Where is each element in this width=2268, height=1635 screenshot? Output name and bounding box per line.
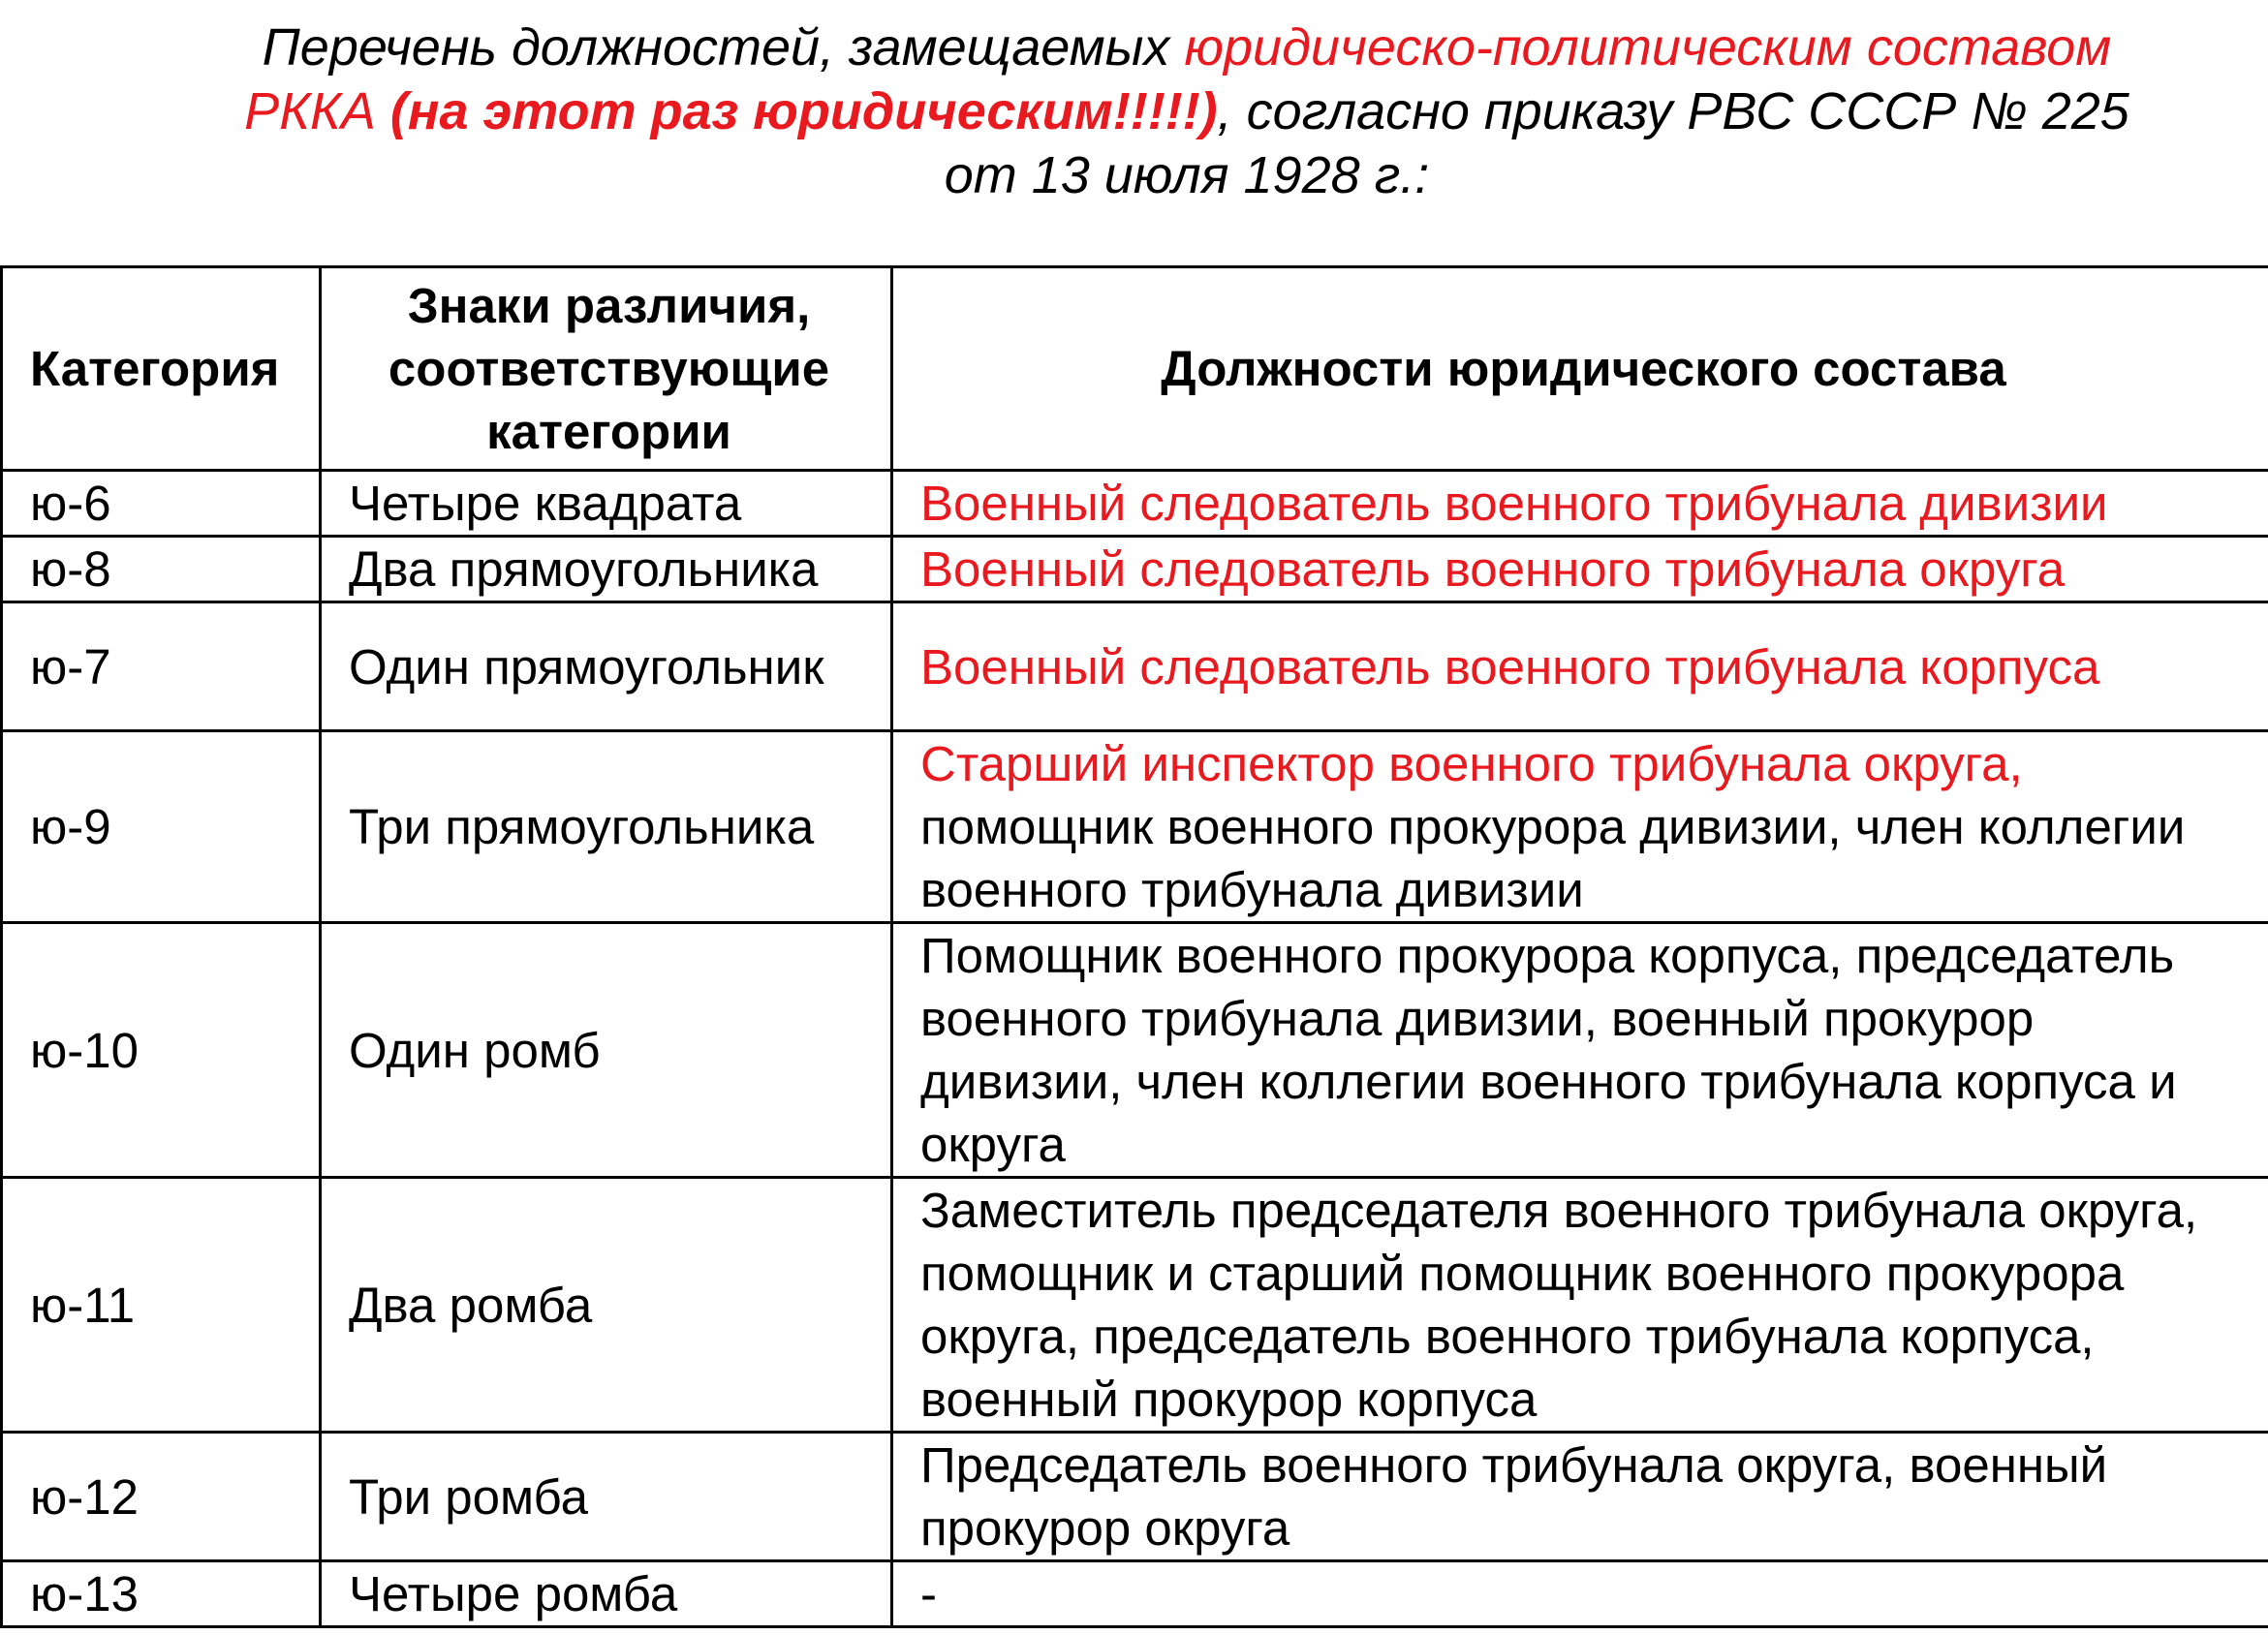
positions-black: Заместитель председателя военного трибунала округа, помощник и старший помощник военного прокурора округа, председатель военного трибунала корпуса, военный прокурор корпуса <box>920 1183 2198 1427</box>
table-row <box>2 602 2268 731</box>
title-part-2-red: юридическо-политическим составом РККА <box>244 18 2112 140</box>
title-part-1: Перечень должностей, замещаемых <box>262 18 1185 77</box>
title-part-3-red-bold: (на этот раз юридическим!!!!!) <box>389 82 1218 140</box>
row-category: ю-12 <box>2 1433 321 1561</box>
row-insignia: Один прямоугольник <box>321 602 892 731</box>
table-row <box>2 537 2268 602</box>
page-title <box>242 15 2131 207</box>
row-insignia: Три прямоугольника <box>321 731 892 923</box>
row-category: ю-7 <box>2 602 321 731</box>
row-category: ю-8 <box>2 537 321 602</box>
row-positions <box>892 923 2268 1178</box>
positions-black: Председатель военного трибунала округа, военный прокурор округа <box>920 1437 2108 1556</box>
positions-table <box>0 265 2268 1628</box>
positions-red: Военный следователь военного трибунала корпуса <box>920 638 2100 694</box>
table-row <box>2 731 2268 923</box>
row-positions <box>892 1561 2268 1627</box>
header-positions: Должности юридического состава <box>892 267 2268 471</box>
row-category: ю-6 <box>2 471 321 537</box>
row-insignia: Четыре ромба <box>321 1561 892 1627</box>
table-row <box>2 923 2268 1178</box>
table-header-row <box>2 267 2268 471</box>
row-positions <box>892 1178 2268 1433</box>
row-insignia: Один ромб <box>321 923 892 1178</box>
row-positions <box>892 537 2268 602</box>
table-row <box>2 1433 2268 1561</box>
title-part-4: , согласно приказу РВС СССР № 225 от 13 июля 1928 г.: <box>944 82 2129 204</box>
row-category: ю-11 <box>2 1178 321 1433</box>
positions-red: Старший инспектор военного трибунала округа, <box>920 736 2023 791</box>
positions-black: - <box>920 1566 937 1621</box>
row-insignia: Два ромба <box>321 1178 892 1433</box>
row-insignia: Два прямоугольника <box>321 537 892 602</box>
row-positions <box>892 731 2268 923</box>
row-insignia: Три ромба <box>321 1433 892 1561</box>
table-row <box>2 471 2268 537</box>
positions-black: помощник военного прокурора дивизии, член коллегии военного трибунала дивизии <box>920 799 2186 917</box>
row-category: ю-13 <box>2 1561 321 1627</box>
header-insignia: Знаки различия, соответствующие категории <box>321 267 892 471</box>
row-insignia: Четыре квадрата <box>321 471 892 537</box>
row-positions <box>892 1433 2268 1561</box>
table-row <box>2 1178 2268 1433</box>
positions-red: Военный следователь военного трибунала дивизии <box>920 476 2108 531</box>
row-category: ю-10 <box>2 923 321 1178</box>
table-row <box>2 1561 2268 1627</box>
row-category: ю-9 <box>2 731 321 923</box>
positions-red: Военный следователь военного трибунала округа <box>920 541 2066 597</box>
row-positions <box>892 471 2268 537</box>
header-category: Категория <box>2 267 321 471</box>
positions-black: Помощник военного прокурора корпуса, председатель военного трибунала дивизии, военный прокурор дивизии, член коллегии военного трибунала корпуса и округа <box>920 928 2177 1172</box>
row-positions <box>892 602 2268 731</box>
